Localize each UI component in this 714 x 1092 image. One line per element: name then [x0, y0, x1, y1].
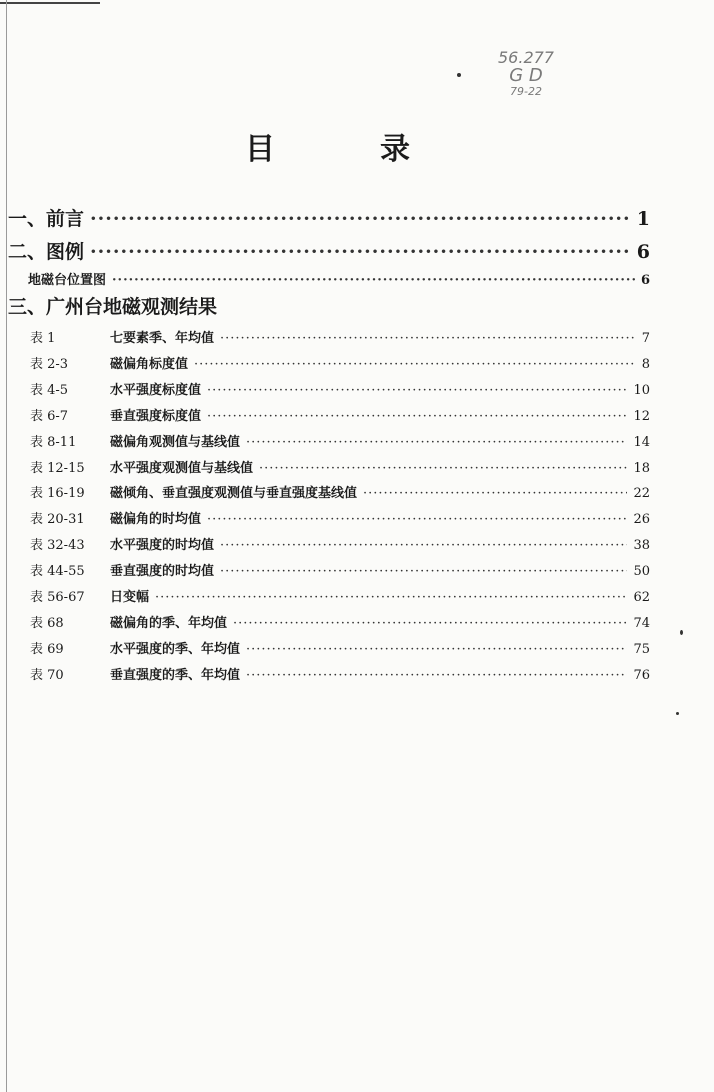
toc-entry-page: 6 — [636, 241, 650, 263]
toc-entry-page: 18 — [633, 460, 650, 476]
toc-entry-page: 12 — [633, 408, 650, 424]
toc-entry-page: 38 — [633, 538, 650, 554]
toc-table-entry[interactable] — [30, 353, 650, 372]
toc-entry-label — [30, 612, 227, 631]
toc-entry-label — [30, 586, 149, 605]
toc-table-entry[interactable] — [30, 612, 650, 631]
leader-dots — [90, 208, 631, 230]
toc-entry-label — [30, 405, 201, 424]
toc-entry-page: 50 — [633, 564, 650, 580]
speck — [676, 712, 679, 715]
toc-section-results[interactable]: 三、广州台地磁观测结果 — [8, 296, 218, 318]
toc-entry-preface[interactable] — [8, 204, 650, 231]
table-title: 水平强度标度值 — [110, 382, 202, 398]
toc-entry-legend[interactable] — [8, 237, 650, 264]
leader-dots — [220, 564, 627, 579]
leader-dots — [246, 435, 627, 450]
leader-dots — [207, 409, 627, 424]
leader-dots — [220, 538, 627, 553]
toc-entry-label — [30, 664, 240, 683]
leader-dots — [207, 512, 627, 527]
title-char-1: 目 — [245, 132, 275, 167]
stamp-line-2: G D — [509, 64, 543, 86]
toc-entry-label — [30, 638, 240, 657]
table-number: 表 12-15 — [30, 460, 85, 476]
table-number: 表 20-31 — [30, 512, 85, 528]
toc-table-entry[interactable] — [30, 431, 650, 450]
table-title: 垂直强度的季、年均值 — [110, 667, 241, 683]
table-number: 表 4-5 — [30, 382, 69, 398]
toc-table-entry[interactable] — [30, 327, 650, 346]
toc-entry-page: 8 — [641, 356, 650, 372]
leader-dots — [246, 642, 627, 657]
table-title: 垂直强度标度值 — [110, 408, 202, 424]
toc-table-entry[interactable] — [30, 457, 650, 476]
table-number: 表 2-3 — [30, 356, 69, 372]
top-edge-rule — [0, 2, 100, 4]
table-number: 表 70 — [30, 667, 64, 683]
table-number: 表 44-55 — [30, 564, 85, 580]
table-number: 表 8-11 — [30, 434, 77, 450]
toc-entry-page: 10 — [633, 382, 650, 398]
table-number: 表 56-67 — [30, 590, 85, 605]
leader-dots — [207, 383, 627, 398]
toc-table-entry[interactable] — [30, 664, 650, 683]
library-stamp — [486, 50, 566, 97]
table-number: 表 69 — [30, 641, 64, 657]
toc-entry-label — [30, 379, 201, 398]
stamp-line-3: 79-22 — [510, 84, 542, 98]
toc-entry-page: 26 — [633, 512, 650, 528]
speck — [457, 73, 461, 77]
toc-entry-label — [30, 508, 201, 527]
toc-entry-label — [30, 482, 357, 501]
leader-dots — [90, 241, 631, 263]
table-title: 日变幅 — [110, 590, 150, 605]
title-char-2: 录 — [380, 132, 410, 167]
table-number: 表 6-7 — [30, 408, 69, 424]
table-title: 磁偏角标度值 — [110, 356, 189, 372]
table-title: 水平强度的时均值 — [110, 538, 215, 554]
toc-entry-page: 14 — [633, 434, 650, 450]
leader-dots — [220, 331, 636, 346]
table-number: 表 32-43 — [30, 538, 85, 554]
toc-entry-station-map[interactable] — [28, 269, 650, 288]
table-title: 磁倾角、垂直强度观测值与垂直强度基线值 — [110, 486, 358, 502]
leader-dots — [363, 486, 627, 501]
toc-entry-label — [30, 534, 214, 553]
toc-entry-label — [30, 457, 253, 476]
page-title — [0, 128, 714, 172]
table-number: 表 16-19 — [30, 486, 85, 502]
table-title: 七要素季、年均值 — [110, 331, 215, 346]
toc-entry-page: 76 — [633, 667, 650, 683]
toc-entry-page: 7 — [641, 331, 650, 346]
toc-entry-page: 62 — [633, 590, 650, 605]
toc-entry-label: 一、前言 — [8, 208, 85, 230]
toc-table-entry[interactable] — [30, 586, 650, 605]
leader-dots — [246, 668, 627, 683]
stamp-line-1: 56.277 — [498, 48, 554, 67]
leader-dots — [155, 590, 627, 605]
table-title: 垂直强度的时均值 — [110, 564, 215, 580]
toc-table-entry[interactable] — [30, 638, 650, 657]
toc-table-entry[interactable] — [30, 482, 650, 501]
table-number: 表 1 — [30, 331, 56, 346]
toc-table-entry[interactable] — [30, 405, 650, 424]
toc-entry-page: 1 — [636, 208, 650, 230]
table-title: 磁偏角的时均值 — [110, 512, 202, 528]
toc-entry-label — [30, 431, 240, 450]
toc-entry-label — [30, 353, 188, 372]
toc-table-entry[interactable] — [30, 534, 650, 553]
toc-entry-page: 22 — [633, 486, 650, 502]
table-title: 磁偏角的季、年均值 — [110, 615, 228, 631]
leader-dots — [259, 461, 627, 476]
leader-dots — [112, 273, 635, 288]
toc-table-entry[interactable] — [30, 379, 650, 398]
table-title: 磁偏角观测值与基线值 — [110, 434, 241, 450]
toc-entry-label — [30, 327, 214, 346]
toc-entry-label — [30, 560, 214, 579]
toc-table-entry[interactable] — [30, 508, 650, 527]
table-title: 水平强度观测值与基线值 — [110, 460, 254, 476]
toc-entry-page: 74 — [633, 615, 650, 631]
speck — [680, 630, 683, 635]
table-title: 水平强度的季、年均值 — [110, 641, 241, 657]
leader-dots — [233, 616, 627, 631]
leader-dots — [194, 357, 636, 372]
toc-entry-label: 二、图例 — [8, 241, 85, 263]
toc-entry-label: 地磁台位置图 — [28, 273, 107, 288]
toc-entry-page: 6 — [640, 273, 650, 288]
toc-table-entry[interactable] — [30, 560, 650, 579]
toc-entry-page: 75 — [633, 641, 650, 657]
table-number: 表 68 — [30, 615, 64, 631]
